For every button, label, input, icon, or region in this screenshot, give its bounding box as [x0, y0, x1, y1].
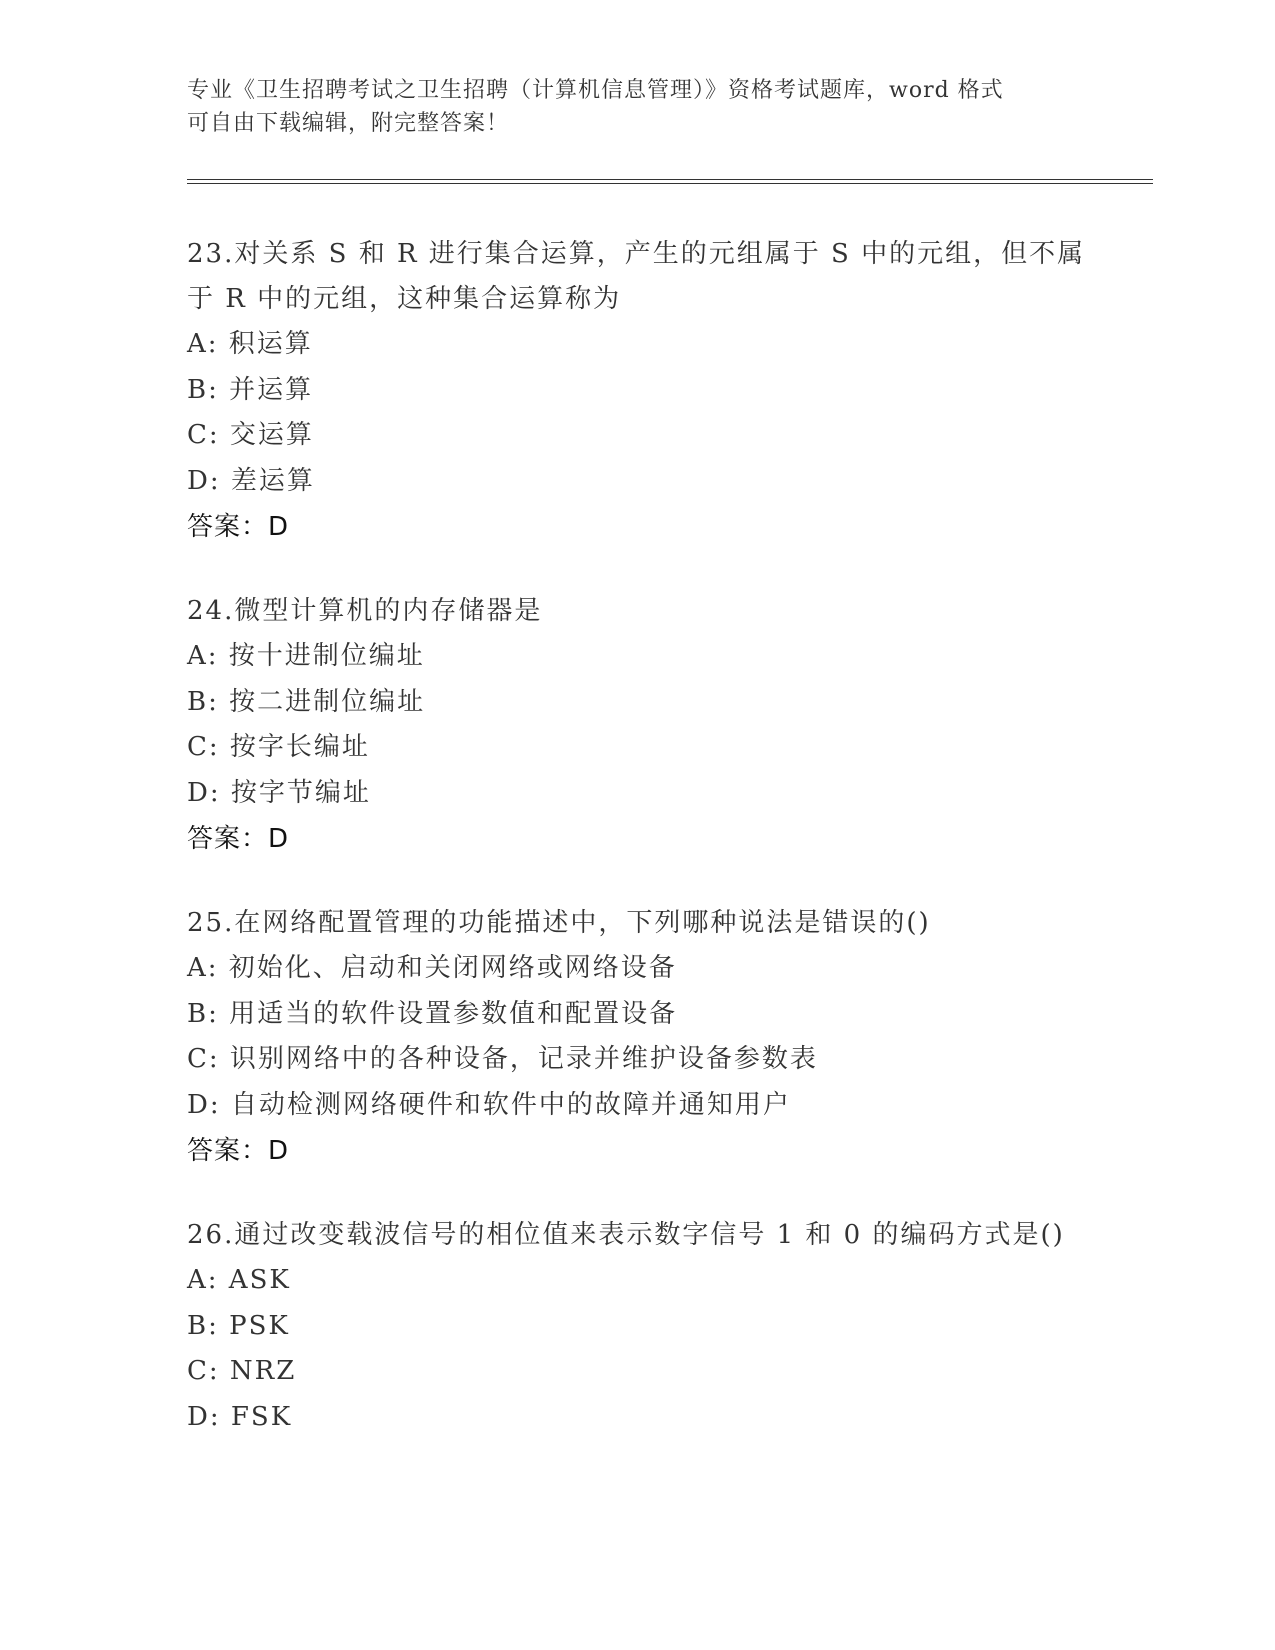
question-stem: 26.通过改变载波信号的相位值来表示数字信号 1 和 0 的编码方式是()	[187, 1220, 1065, 1250]
question-stem: 24.微型计算机的内存储器是	[187, 596, 543, 626]
option-b: B: 用适当的软件设置参数值和配置设备	[187, 998, 678, 1029]
option-d: D: 按字节编址	[187, 777, 371, 808]
question-23	[187, 232, 1087, 551]
header-line-1: 专业《卫生招聘考试之卫生招聘（计算机信息管理）》资格考试题库，word 格式	[187, 78, 1004, 103]
option-c: C: 识别网络中的各种设备，记录并维护设备参数表	[187, 1044, 818, 1074]
document-header	[187, 74, 1087, 140]
question-list	[187, 232, 1087, 1478]
question-25	[187, 901, 1087, 1175]
question-stem-continued: 于 R 中的元组，这种集合运算称为	[187, 284, 622, 314]
option-d: D: FSK	[187, 1401, 293, 1432]
option-a: A: 初始化、启动和关闭网络或网络设备	[187, 953, 677, 983]
header-divider-top	[187, 179, 1153, 180]
option-b: B: PSK	[187, 1310, 290, 1341]
question-stem: 25.在网络配置管理的功能描述中，下列哪种说法是错误的()	[187, 908, 931, 938]
option-a: A: 按十进制位编址	[187, 641, 425, 671]
question-24	[187, 589, 1087, 863]
question-stem: 23.对关系 S 和 R 进行集合运算，产生的元组属于 S 中的元组，但不属	[187, 239, 1086, 269]
option-c: C: 交运算	[187, 420, 314, 450]
option-b: B: 并运算	[187, 374, 314, 405]
option-a: A: ASK	[187, 1265, 291, 1295]
option-c: C: NRZ	[187, 1356, 297, 1386]
header-divider-bottom	[187, 183, 1153, 184]
option-b: B: 按二进制位编址	[187, 686, 426, 717]
option-a: A: 积运算	[187, 329, 313, 359]
option-d: D: 自动检测网络硬件和软件中的故障并通知用户	[187, 1089, 791, 1120]
option-d: D: 差运算	[187, 465, 315, 496]
question-26	[187, 1213, 1087, 1440]
answer: 答案：D	[187, 512, 290, 542]
header-line-2: 可自由下载编辑，附完整答案！	[187, 111, 510, 136]
answer: 答案：D	[187, 824, 290, 854]
option-c: C: 按字长编址	[187, 732, 370, 762]
answer: 答案：D	[187, 1136, 290, 1166]
